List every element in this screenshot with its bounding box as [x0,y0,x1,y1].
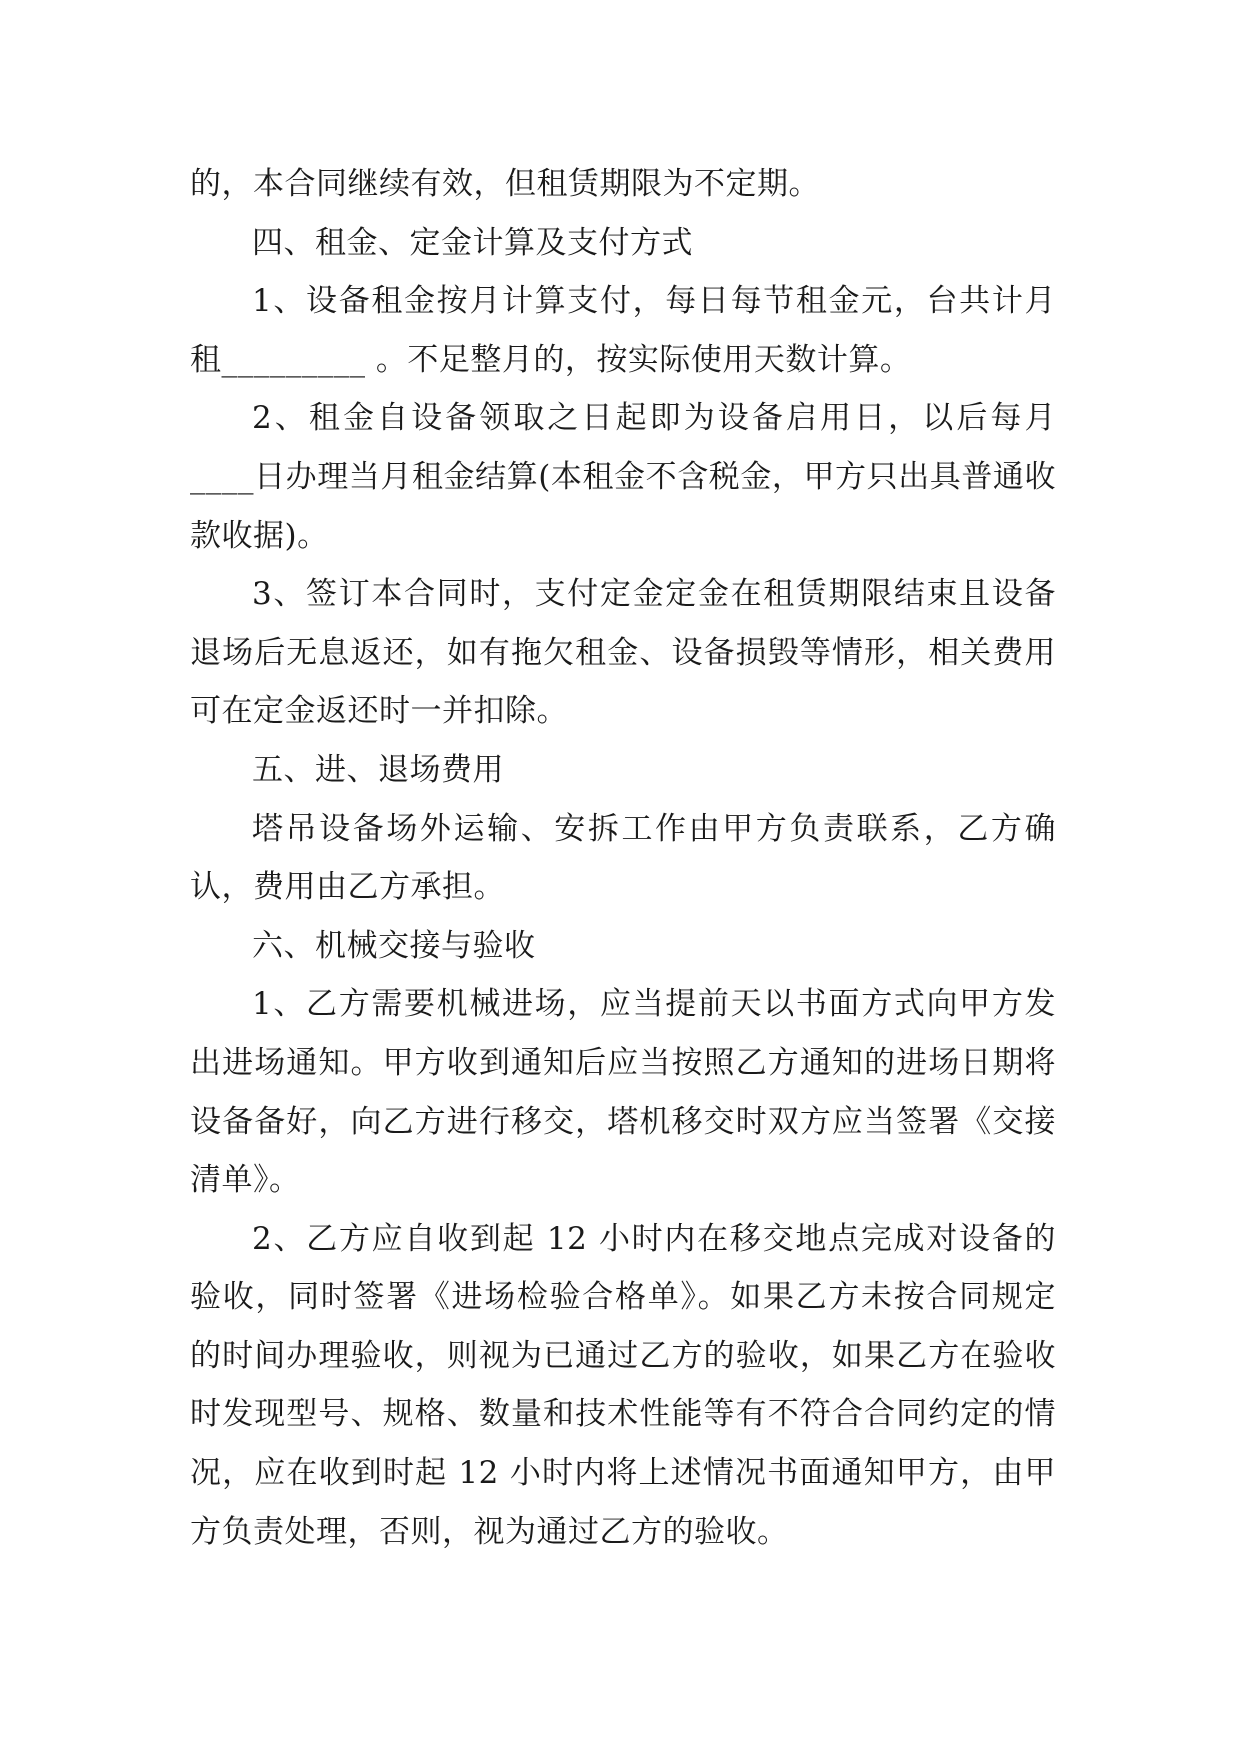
paragraph-continuation: 的，本合同继续有效，但租赁期限为不定期。 [190,166,820,202]
paragraph-rent-clause-3: 3、签订本合同时，支付定金定金在租赁期限结束且设备退场后无息返还，如有拖欠租金、设备损毁等情形，相关费用可在定金返还时一并扣除。 [190,576,1056,730]
section-heading-rent-deposit: 四、租金、定金计算及支付方式 [252,224,693,261]
paragraph-entry-exit-fees: 塔吊设备场外运输、安拆工作由甲方负责联系，乙方确认，费用由乙方承担。 [190,810,1056,906]
paragraph-rent-clause-2: 2、租金自设备领取之日起即为设备启用日，以后每月____日办理当月租金结算(本租金不含税金，甲方只出具普通收款收据)。 [190,400,1056,554]
section-heading-entry-exit-fees: 五、进、退场费用 [252,751,504,788]
paragraph-handover-clause-2: 2、乙方应自收到起 12 小时内在移交地点完成对设备的验收，同时签署《进场检验合格单》。如果乙方未按合同规定的时间办理验收，则视为已通过乙方的验收，如果乙方在验收时发现型号、规格、数量和技术性能等有不符合合同约定的情况，应在收到时起 12 小时内将上述情况书面通知甲方，由甲方负责处理，否则，视为通过乙方的验收。 [190,1220,1056,1550]
document-body [190,155,1056,1561]
section-heading-handover-acceptance: 六、机械交接与验收 [252,927,536,964]
paragraph-handover-clause-1: 1、乙方需要机械进场，应当提前天以书面方式向甲方发出进场通知。甲方收到通知后应当按照乙方通知的进场日期将设备备好，向乙方进行移交，塔机移交时双方应当签署《交接清单》。 [190,986,1056,1199]
paragraph-rent-clause-1: 1、设备租金按月计算支付，每日每节租金元，台共计月租_________ 。不足整月的，按实际使用天数计算。 [190,283,1056,378]
